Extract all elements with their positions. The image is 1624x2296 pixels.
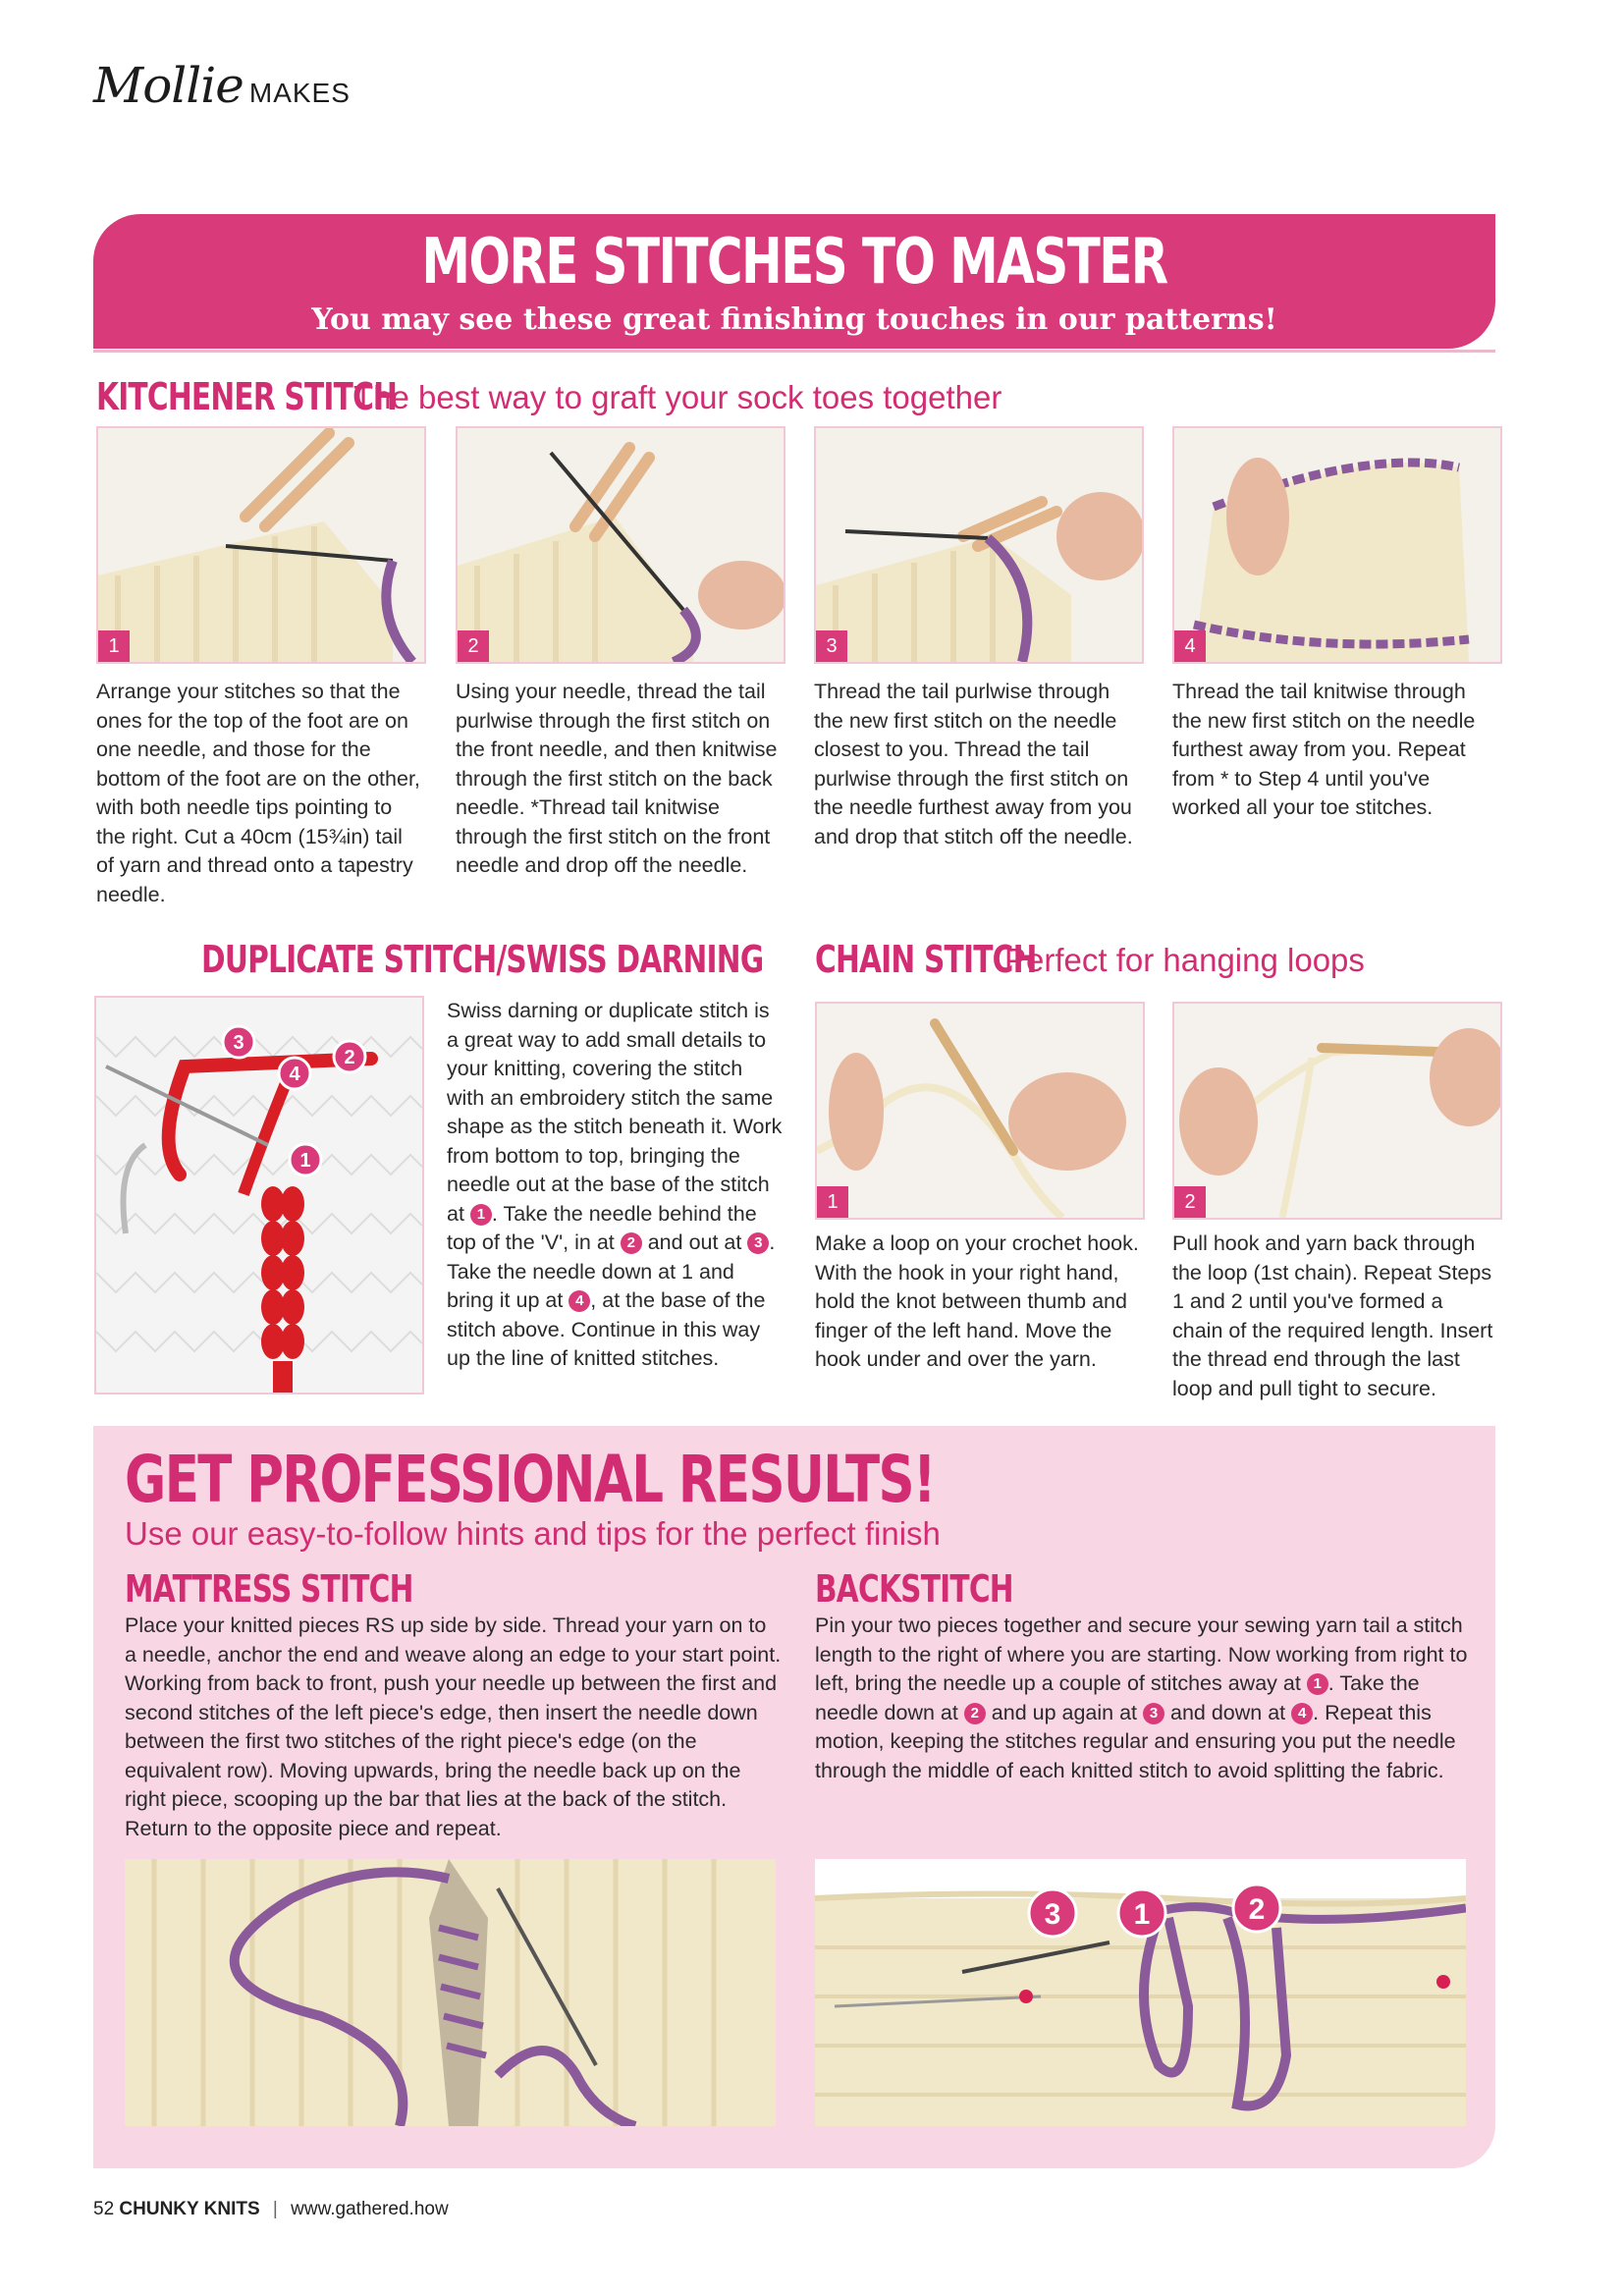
mattress-photo: [125, 1859, 776, 2126]
page-subtitle: You may see these great finishing touches in our patterns!: [311, 302, 1277, 337]
step-number: 3: [816, 630, 847, 662]
mattress-heading: MATTRESS STITCH: [125, 1567, 413, 1611]
diagram-label-2: 2: [344, 1047, 355, 1068]
pin-3: 3: [747, 1232, 769, 1254]
kitchener-step-4-text: Thread the tail knitwise through the new first stitch on the needle furthest away from you. Repeat from * to Step 4 until you've worked all your toe stitches.: [1172, 680, 1476, 819]
duplicate-heading: DUPLICATE STITCH/SWISS DARNING: [201, 938, 764, 981]
chain-step-2-text: Pull hook and yarn back through the loop (1st chain). Repeat Steps 1 and 2 until you've formed a chain of the required length. Insert the thread end through the last loop and pull tight to secure.: [1172, 1231, 1493, 1400]
backstitch-heading: BACKSTITCH: [815, 1567, 1013, 1611]
logo-caps: MAKES: [248, 78, 351, 108]
logo: [93, 57, 351, 114]
photo-label-3: 3: [1044, 1898, 1061, 1931]
chain-subheading: Perfect for hanging loops: [1004, 942, 1365, 978]
footer-url: www.gathered.how: [291, 2199, 449, 2219]
pin-2: 2: [621, 1232, 642, 1254]
photo-label-1: 1: [1133, 1898, 1151, 1931]
step-number: 2: [458, 630, 489, 662]
step-number: 1: [98, 630, 130, 662]
pin-4: 4: [568, 1290, 590, 1312]
chain-photo-1: [815, 1002, 1145, 1220]
diagram-label-3: 3: [233, 1032, 244, 1054]
duplicate-diagram: [94, 996, 424, 1394]
step-number: 1: [817, 1186, 848, 1218]
pin-1: 1: [1307, 1673, 1328, 1695]
kitchener-heading-row: [96, 375, 1002, 418]
kitchener-photo-4: [1172, 426, 1502, 664]
pin-2: 2: [964, 1703, 986, 1724]
publication-title: CHUNKY KNITS: [119, 2199, 260, 2219]
diagram-label-1: 1: [299, 1150, 311, 1172]
step-number: 4: [1174, 630, 1206, 662]
pin-1: 1: [470, 1204, 492, 1226]
page-title: MORE STITCHES TO MASTER: [421, 226, 1167, 299]
footer: [93, 2199, 449, 2220]
kitchener-step-1-text: Arrange your stitches so that the ones for the top of the foot are on one needle, and those for the bottom of the foot are on the other, with both needle tips pointing to the right. Cut a 40cm (15¾in) tail of yarn and thread onto a tapestry needle.: [96, 680, 420, 906]
step-number: 2: [1174, 1186, 1206, 1218]
kitchener-photo-1: [96, 426, 426, 664]
page-number: 52: [93, 2199, 115, 2219]
kitchener-photo-2: [456, 426, 785, 664]
chain-heading: CHAIN STITCH: [815, 938, 1037, 981]
chain-step-1-text: Make a loop on your crochet hook. With the hook in your right hand, hold the knot between thumb and finger of the left hand. Move the hook under and over the yarn.: [815, 1231, 1139, 1371]
kitchener-subheading: The best way to graft your sock toes together: [353, 379, 1002, 415]
pin-3: 3: [1143, 1703, 1164, 1724]
kitchener-step-3-text: Thread the tail purlwise through the new first stitch on the needle closest to you. Thread the tail purlwise through the first stitch on the needle furthest away from you and drop that stitch off the needle.: [814, 680, 1133, 848]
backstitch-text: Pin your two pieces together and secure your sewing yarn tail a stitch length to the right of where you are starting. Now working from right to left, bring the needle up a couple of stitches away at 1 . Take the needle down at 2 and up again at 3 and down at 4 . Repeat this motion, keeping the stitches regular and ensuring you put the needle through the middle of each knitted stitch to avoid splitting the fabric.: [815, 1613, 1468, 1782]
photo-label-2: 2: [1248, 1893, 1266, 1926]
pin-4: 4: [1291, 1703, 1313, 1724]
kitchener-photo-3: [814, 426, 1144, 664]
kitchener-step-2-text: Using your needle, thread the tail purlwise through the first stitch on the front needle, and then knitwise through the first stitch on the back needle. *Thread tail knitwise through the first stitch on the front needle and drop off the needle.: [456, 680, 778, 877]
duplicate-text: Swiss darning or duplicate stitch is a great way to add small details to your knitting, covering the stitch with an embroidery stitch the same shape as the stitch beneath it. Work from bottom to top, bringing the needle out at the base of the stitch at 1 . Take the needle behind the top of the 'V', in at 2 and out at 3 . Take the needle down at 1 and bring it up at 4 , at the base of the stitch above. Continue in this way up the line of knitted stitches.: [447, 999, 783, 1370]
diagram-label-4: 4: [289, 1064, 300, 1085]
kitchener-heading: KITCHENER STITCH: [96, 375, 398, 418]
mattress-text: Place your knitted pieces RS up side by side. Thread your yarn on to a needle, anchor the end and weave along an edge to your start point. Working from back to front, push your needle up between the first and second stitches of the left piece's edge, then insert the needle down between the first two stitches of the right piece's edge (on the equivalent row). Moving upwards, bring the needle back up on the right piece, scooping up the bar that lies at the back of the stitch. Return to the opposite piece and repeat.: [125, 1613, 782, 1840]
results-heading: GET PROFESSIONAL RESULTS!: [125, 1442, 935, 1517]
backstitch-photo: [815, 1859, 1466, 2126]
banner-shadow: [93, 350, 1495, 353]
chain-photo-2: [1172, 1002, 1502, 1220]
results-subheading: Use our easy-to-follow hints and tips for the perfect finish: [125, 1515, 941, 1552]
chain-heading-row: [815, 938, 1365, 981]
footer-separator: |: [272, 2199, 278, 2219]
title-banner: [93, 214, 1495, 349]
logo-script: Mollie: [93, 57, 244, 114]
